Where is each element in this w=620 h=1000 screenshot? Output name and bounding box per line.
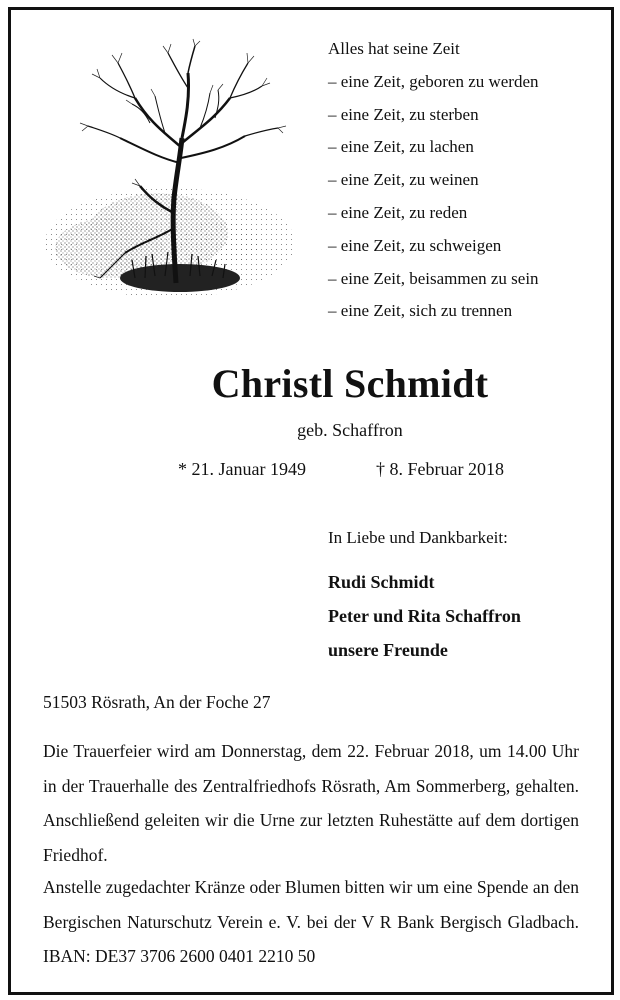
- poem-line: – eine Zeit, sich zu trennen: [328, 301, 513, 321]
- poem-line: Alles hat seine Zeit: [328, 39, 460, 58]
- poem-line: – eine Zeit, zu lachen: [328, 137, 474, 157]
- mourner-name: Peter und Rita Schaffron: [328, 606, 521, 626]
- maiden-name: geb. Schaffron: [297, 420, 403, 440]
- poem-line: – eine Zeit, zu reden: [328, 202, 468, 222]
- mourners-list: [328, 565, 521, 667]
- poem-line: – eine Zeit, zu sterben: [328, 104, 479, 124]
- deceased-name: Christl Schmidt: [211, 361, 489, 406]
- birth-date: * 21. Januar 1949: [178, 459, 306, 479]
- tree-illustration: [40, 38, 300, 308]
- mourner-name: Rudi Schmidt: [328, 572, 435, 592]
- poem-line: – eine Zeit, geboren zu werden: [328, 71, 539, 91]
- donation-paragraph: Anstelle zugedachter Kränze oder Blumen bitten wir um eine Spende an den Bergischen Naturschutz Verein e. V. bei der V R Bank Bergisch Gladbach. IBAN: DE37 3706 2600 0401 2210 50: [43, 877, 579, 966]
- poem: [328, 33, 598, 328]
- poem-line: – eine Zeit, zu weinen: [328, 170, 479, 190]
- funeral-paragraph: Die Trauerfeier wird am Donnerstag, dem 22. Februar 2018, um 14.00 Uhr in der Trauerhalle des Zentralfriedhofs Rösrath, Am Sommerberg, gehalten. Anschließend geleiten wir die Urne zur letzten Ruhestätte auf dem dortigen Friedhof.: [43, 741, 579, 865]
- mourner-name: unsere Freunde: [328, 640, 448, 660]
- mourning-intro: In Liebe und Dankbarkeit:: [328, 528, 508, 547]
- poem-line: – eine Zeit, beisammen zu sein: [328, 268, 539, 288]
- poem-line: – eine Zeit, zu schweigen: [328, 235, 502, 255]
- address: 51503 Rösrath, An der Foche 27: [43, 692, 271, 712]
- death-date: † 8. Februar 2018: [376, 459, 504, 479]
